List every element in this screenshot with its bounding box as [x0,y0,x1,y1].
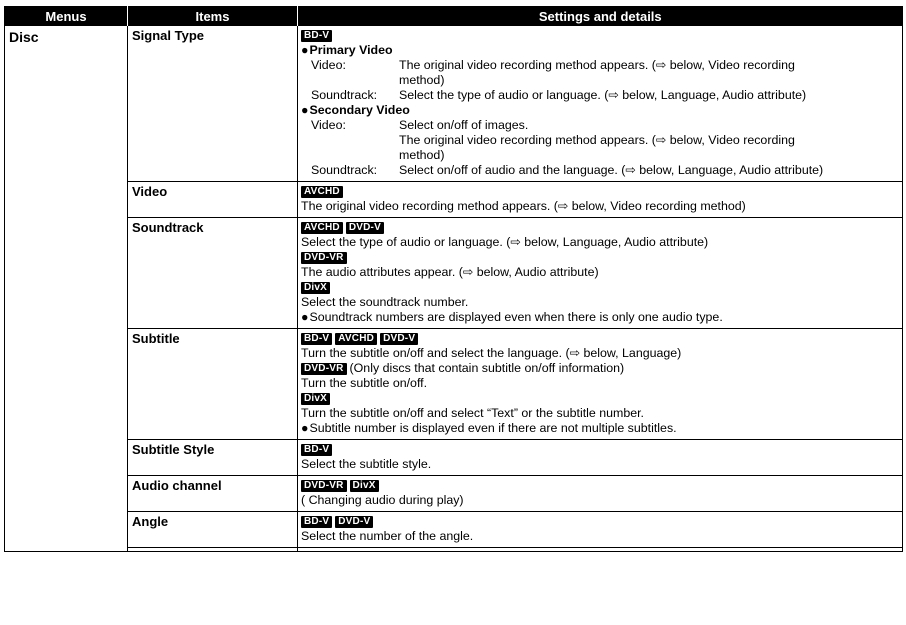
primary-video-row: Video: The original video recording method appears. (⇨ below, Video recording method) [311,58,795,87]
row-subtitle [5,329,903,440]
item-signal-type: Signal Type [128,26,298,182]
badge-dvd-v: DVD-V [380,333,418,345]
detail-subtitle-style: BD-V Select the subtitle style. [298,440,903,476]
badge-avchd: AVCHD [301,186,343,198]
badge-dvd-vr: DVD-VR [301,363,347,375]
badge-bd-v: BD-V [301,444,332,456]
subtitle-note: ●Subtitle number is displayed even if there are not multiple subtitles. [301,421,677,435]
badge-dvd-v: DVD-V [335,516,373,528]
row-subtitle-style [5,440,903,476]
row-audio-channel [5,476,903,512]
settings-table [4,6,903,552]
detail-video [298,182,903,218]
badge-avchd: AVCHD [301,222,343,234]
soundtrack-note: ●Soundtrack numbers are displayed even when there is only one audio type. [301,310,723,324]
header-menus: Menus [5,6,128,26]
item-audio-channel: Audio channel [128,476,298,512]
badge-dvd-vr: DVD-VR [301,252,347,264]
detail-angle: BD-V DVD-V Select the number of the angle. [298,512,903,548]
item-soundtrack: Soundtrack [128,218,298,329]
row-soundtrack [5,218,903,329]
item-subtitle: Subtitle [128,329,298,440]
detail-audio-channel: DVD-VR DivX ( Changing audio during play) [298,476,903,512]
secondary-video-row: Video: Select on/off of images. The original video recording method appears. (⇨ below, Video recording method) [311,118,795,162]
badge-bd-v: BD-V [301,30,332,42]
row-signal-type [5,26,903,182]
header-settings: Settings and details [298,6,903,26]
secondary-soundtrack-row: Soundtrack: Select on/off of audio and the language. (⇨ below, Language, Audio attribute) [311,163,824,177]
row-angle [5,512,903,548]
badge-dvd-v: DVD-V [346,222,384,234]
settings-sheet [4,6,902,552]
badge-dvd-vr: DVD-VR [301,480,347,492]
badge-avchd: AVCHD [335,333,377,345]
secondary-video-heading: ●Secondary Video [301,103,410,117]
menu-disc: Disc [5,26,128,552]
detail-subtitle: BD-V AVCHD DVD-V Turn the subtitle on/off and select the language. (⇨ below, Language) DVD-VR (Only discs that contain subtitle on/off information) Turn the subtitle on/off. DivX Turn the subtitle on/off and select “Text” or the subtitle number. ●Subtitle number is displayed even if there are not multiple subtitles. [298,329,903,440]
badge-divx: DivX [301,393,330,405]
badge-bd-v: BD-V [301,333,332,345]
video-text: The original video recording method appears. (⇨ below, Video recording method) [301,199,746,213]
table-bottom-spacer [5,548,903,552]
badge-bd-v: BD-V [301,516,332,528]
item-angle: Angle [128,512,298,548]
badge-divx: DivX [301,282,330,294]
header-items: Items [128,6,298,26]
item-subtitle-style: Subtitle Style [128,440,298,476]
detail-soundtrack: AVCHD DVD-V Select the type of audio or language. (⇨ below, Language, Audio attribute) DVD-VR The audio attributes appear. (⇨ below, Audio attribute) DivX Select the soundtrack number. ●Soundtrack numbers are displayed even when there is only one audio type. [298,218,903,329]
primary-video-heading: ●Primary Video [301,43,393,57]
primary-soundtrack-row: Soundtrack: Select the type of audio or language. (⇨ below, Language, Audio attribute) [311,88,807,102]
header-row [5,6,903,26]
detail-signal-type [298,26,903,182]
badge-divx: DivX [350,480,379,492]
item-video: Video [128,182,298,218]
row-video [5,182,903,218]
